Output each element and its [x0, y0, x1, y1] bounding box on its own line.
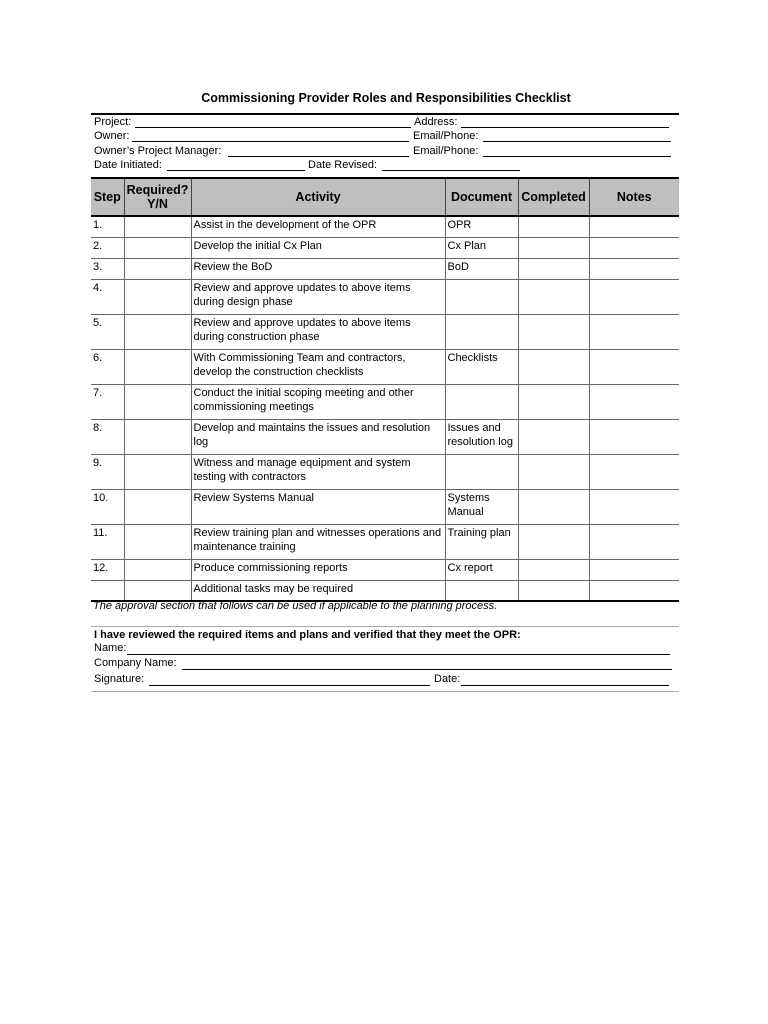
- header-row-dates: [91, 158, 679, 172]
- completed-cell[interactable]: [518, 524, 589, 559]
- document-cell: [445, 314, 518, 349]
- table-row: [91, 524, 679, 559]
- activity-cell: Witness and manage equipment and system testing with contractors: [191, 454, 445, 489]
- step-cell: 3.: [91, 258, 124, 279]
- completed-cell[interactable]: [518, 258, 589, 279]
- document-cell: Cx Plan: [445, 237, 518, 258]
- document-cell: [445, 279, 518, 314]
- required-cell[interactable]: [124, 524, 191, 559]
- document-cell: Cx report: [445, 559, 518, 580]
- table-row: [91, 314, 679, 349]
- required-cell[interactable]: [124, 314, 191, 349]
- notes-cell[interactable]: [589, 258, 679, 279]
- company-name-label: Company Name:: [94, 657, 177, 669]
- company-name-field[interactable]: [182, 669, 672, 670]
- project-field[interactable]: [135, 127, 411, 128]
- completed-cell[interactable]: [518, 489, 589, 524]
- opm-field[interactable]: [228, 156, 409, 157]
- step-cell: 11.: [91, 524, 124, 559]
- owner-email-phone-field[interactable]: [483, 141, 671, 142]
- document-cell: Checklists: [445, 349, 518, 384]
- required-cell[interactable]: [124, 580, 191, 601]
- address-field[interactable]: [461, 127, 669, 128]
- document-cell: [445, 580, 518, 601]
- activity-cell: Assist in the development of the OPR: [191, 216, 445, 237]
- table-row: [91, 559, 679, 580]
- header-row-project: [91, 115, 679, 129]
- step-cell: 6.: [91, 349, 124, 384]
- step-cell: 8.: [91, 419, 124, 454]
- opm-email-phone-field[interactable]: [483, 156, 671, 157]
- name-field[interactable]: [127, 654, 670, 655]
- table-row: [91, 216, 679, 237]
- required-cell[interactable]: [124, 279, 191, 314]
- completed-cell[interactable]: [518, 454, 589, 489]
- document-cell: Systems Manual: [445, 489, 518, 524]
- notes-cell[interactable]: [589, 559, 679, 580]
- step-cell: 9.: [91, 454, 124, 489]
- activity-cell: Develop and maintains the issues and resolution log: [191, 419, 445, 454]
- notes-cell[interactable]: [589, 216, 679, 237]
- activity-cell: Review training plan and witnesses operations and maintenance training: [191, 524, 445, 559]
- document-cell: [445, 454, 518, 489]
- table-header-row: [91, 178, 679, 216]
- approval-section: [91, 626, 679, 692]
- approval-note: The approval section that follows can be used if applicable to the planning process.: [93, 600, 498, 612]
- owner-field[interactable]: [132, 141, 409, 142]
- document-cell: Issues and resolution log: [445, 419, 518, 454]
- required-cell[interactable]: [124, 489, 191, 524]
- address-label: Address:: [414, 116, 458, 128]
- completed-cell[interactable]: [518, 580, 589, 601]
- activity-cell: Additional tasks may be required: [191, 580, 445, 601]
- step-cell: 1.: [91, 216, 124, 237]
- required-cell[interactable]: [124, 419, 191, 454]
- required-cell[interactable]: [124, 349, 191, 384]
- activity-cell: Review and approve updates to above items during construction phase: [191, 314, 445, 349]
- approval-heading: I have reviewed the required items and plans and verified that they meet the OPR:: [94, 629, 521, 641]
- project-label: Project:: [94, 116, 132, 128]
- date-initiated-field[interactable]: [167, 170, 305, 171]
- table-row: [91, 454, 679, 489]
- activity-cell: Review Systems Manual: [191, 489, 445, 524]
- notes-cell[interactable]: [589, 384, 679, 419]
- date-field[interactable]: [461, 685, 669, 686]
- col-header-step: Step: [91, 178, 124, 216]
- col-header-completed: Completed: [518, 178, 589, 216]
- completed-cell[interactable]: [518, 216, 589, 237]
- step-cell: 2.: [91, 237, 124, 258]
- name-label: Name:: [94, 642, 127, 654]
- table-row: [91, 419, 679, 454]
- signature-label: Signature:: [94, 673, 145, 685]
- step-cell: 12.: [91, 559, 124, 580]
- notes-cell[interactable]: [589, 489, 679, 524]
- col-header-activity: Activity: [191, 178, 445, 216]
- completed-cell[interactable]: [518, 349, 589, 384]
- date-label: Date:: [434, 673, 461, 685]
- notes-cell[interactable]: [589, 314, 679, 349]
- step-cell: 4.: [91, 279, 124, 314]
- activity-cell: With Commissioning Team and contractors, develop the construction checklists: [191, 349, 445, 384]
- completed-cell[interactable]: [518, 279, 589, 314]
- required-cell[interactable]: [124, 384, 191, 419]
- table-row: [91, 384, 679, 419]
- col-header-required: Required? Y/N: [124, 178, 191, 216]
- step-cell: 7.: [91, 384, 124, 419]
- notes-cell[interactable]: [589, 237, 679, 258]
- required-cell[interactable]: [124, 216, 191, 237]
- date-revised-field[interactable]: [382, 170, 520, 171]
- notes-cell[interactable]: [589, 419, 679, 454]
- document-cell: BoD: [445, 258, 518, 279]
- approval-row-name: [91, 642, 679, 656]
- notes-cell[interactable]: [589, 279, 679, 314]
- activity-cell: Develop the initial Cx Plan: [191, 237, 445, 258]
- step-cell: 5.: [91, 314, 124, 349]
- activity-cell: Review the BoD: [191, 258, 445, 279]
- notes-cell[interactable]: [589, 524, 679, 559]
- document-cell: [445, 384, 518, 419]
- approval-row-signature: [91, 673, 679, 687]
- notes-cell[interactable]: [589, 349, 679, 384]
- notes-cell[interactable]: [589, 580, 679, 601]
- approval-row-company: [91, 657, 679, 671]
- responsibilities-table: [91, 177, 679, 602]
- completed-cell[interactable]: [518, 314, 589, 349]
- activity-cell: Produce commissioning reports: [191, 559, 445, 580]
- project-info-header: [91, 113, 679, 172]
- col-header-notes: Notes: [589, 178, 679, 216]
- col-header-document: Document: [445, 178, 518, 216]
- required-cell[interactable]: [124, 237, 191, 258]
- owner-email-phone-label: Email/Phone:: [413, 130, 479, 143]
- header-row-opm: [91, 144, 679, 158]
- completed-cell[interactable]: [518, 419, 589, 454]
- table-row: [91, 279, 679, 314]
- completed-cell[interactable]: [518, 237, 589, 258]
- date-initiated-label: Date Initiated:: [94, 158, 162, 171]
- required-cell[interactable]: [124, 559, 191, 580]
- required-cell[interactable]: [124, 454, 191, 489]
- completed-cell[interactable]: [518, 384, 589, 419]
- opm-email-phone-label: Email/Phone:: [413, 144, 479, 157]
- table-row: [91, 237, 679, 258]
- document-cell: Training plan: [445, 524, 518, 559]
- date-revised-label: Date Revised:: [308, 158, 378, 171]
- header-row-owner: [91, 129, 679, 143]
- notes-cell[interactable]: [589, 454, 679, 489]
- table-row: [91, 258, 679, 279]
- step-cell: 10.: [91, 489, 124, 524]
- activity-cell: Review and approve updates to above items during design phase: [191, 279, 445, 314]
- activity-cell: Conduct the initial scoping meeting and other commissioning meetings: [191, 384, 445, 419]
- document-cell: OPR: [445, 216, 518, 237]
- signature-field[interactable]: [149, 685, 430, 686]
- completed-cell[interactable]: [518, 559, 589, 580]
- required-cell[interactable]: [124, 258, 191, 279]
- opm-label: Owner’s Project Manager:: [94, 144, 222, 157]
- table-row: [91, 349, 679, 384]
- step-cell: [91, 580, 124, 601]
- page-title: Commissioning Provider Roles and Responsibilities Checklist: [201, 91, 571, 105]
- owner-label: Owner:: [94, 130, 130, 143]
- table-row: [91, 489, 679, 524]
- table-row: [91, 580, 679, 601]
